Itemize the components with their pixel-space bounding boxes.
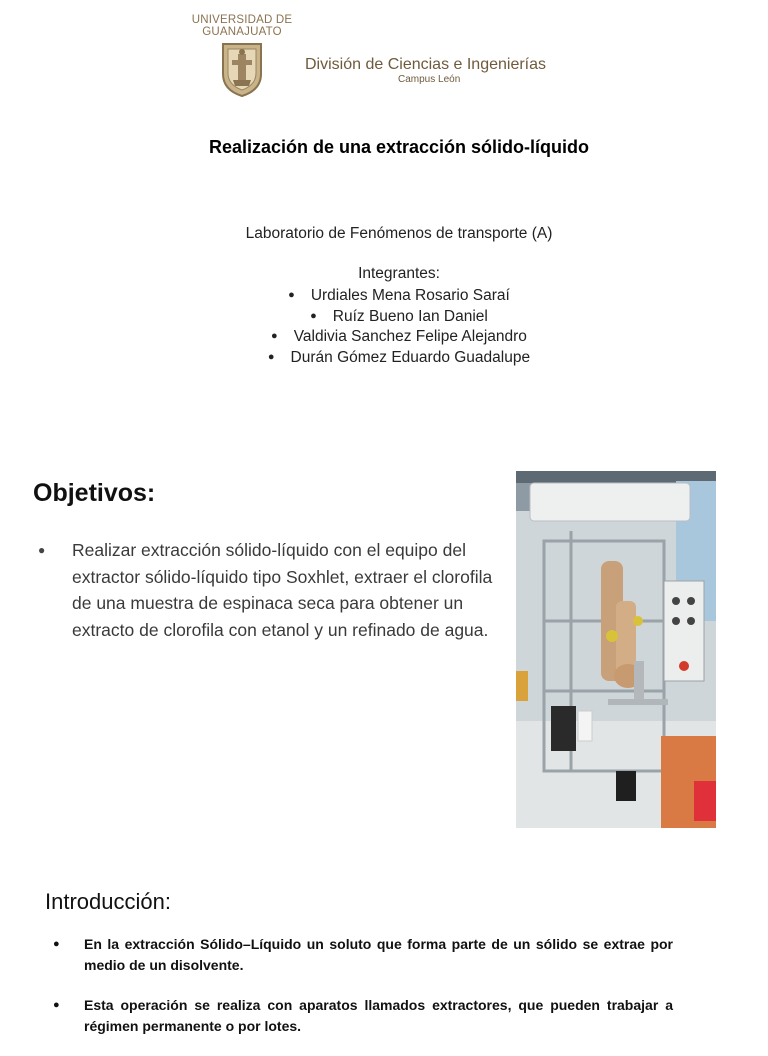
- objetivo-text: Realizar extracción sólido-líquido con el equipo del extractor sólido-líquido tipo Soxhlet, extraer el clorofila de una muestra de espinaca seca para obtener un extracto de clorofila con etanol y un refinado de agua.: [72, 540, 493, 640]
- bullet-icon: ●: [271, 330, 278, 343]
- bullet-icon: ●: [38, 543, 46, 557]
- objetivos-heading: Objetivos:: [33, 479, 156, 507]
- member-name: Durán Gómez Eduardo Guadalupe: [290, 349, 531, 367]
- introduccion-heading: Introducción:: [45, 889, 171, 914]
- lab-name: Laboratorio de Fenómenos de transporte (A): [245, 225, 553, 242]
- member-item: [0, 326, 768, 347]
- bullet-icon: ●: [310, 309, 317, 322]
- member-name: Ruíz Bueno Ian Daniel: [332, 307, 488, 325]
- introduccion-list: [53, 934, 673, 1056]
- objetivo-item: [38, 537, 508, 643]
- bullet-icon: ●: [288, 289, 295, 301]
- objetivos-list: [38, 537, 508, 643]
- introduccion-item: [53, 995, 673, 1036]
- bullet-icon: ●: [53, 938, 60, 950]
- members-list: [0, 285, 768, 368]
- document-title: Realización de una extracción sólido-líquido: [208, 137, 590, 157]
- introduccion-text: En la extracción Sólido–Líquido un soluto que forma parte de un sólido se extrae por medio de un disolvente.: [84, 936, 673, 973]
- campus-name: Campus León: [398, 74, 461, 85]
- member-item: [0, 347, 768, 368]
- integrantes-label: Integrantes:: [358, 265, 440, 282]
- introduccion-text: Esta operación se realiza con aparatos llamados extractores, que pueden trabajar a régimen permanente o por lotes.: [84, 997, 673, 1034]
- member-name: Urdiales Mena Rosario Saraí: [310, 287, 510, 304]
- bullet-icon: ●: [267, 351, 275, 364]
- extractor-equipment-photo: [516, 471, 716, 828]
- university-name: [190, 14, 294, 38]
- division-name: División de Ciencias e Ingenierías: [305, 56, 547, 73]
- university-name-line2: GUANAJUATO: [202, 26, 282, 38]
- member-item: [0, 285, 768, 306]
- university-name-line1: UNIVERSIDAD DE: [191, 14, 293, 26]
- university-crest-icon: [219, 40, 265, 98]
- introduccion-item: [53, 934, 673, 975]
- member-name: Valdivia Sanchez Felipe Alejandro: [293, 328, 527, 346]
- bullet-icon: ●: [53, 999, 60, 1011]
- member-item: [0, 306, 768, 327]
